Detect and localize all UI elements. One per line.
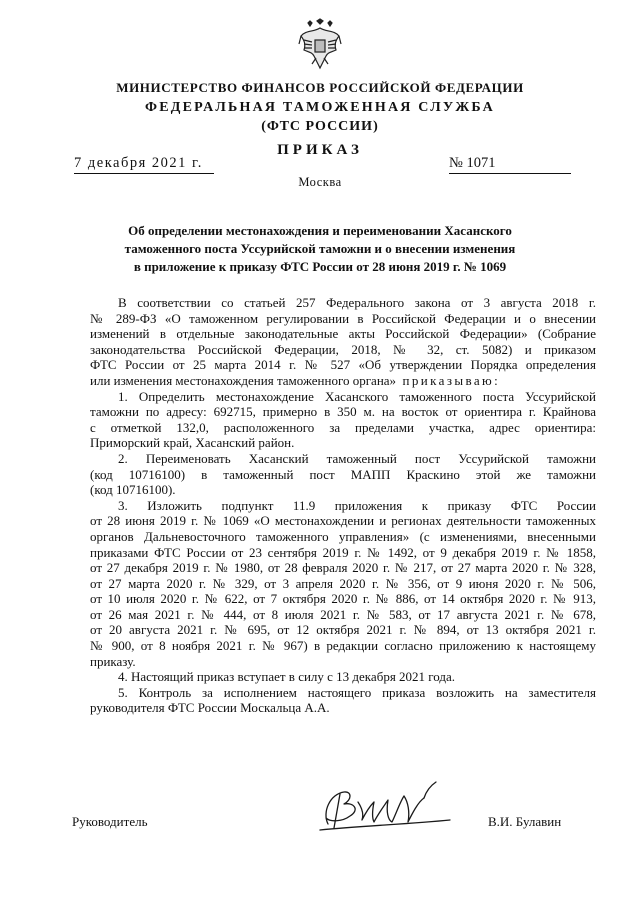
preamble-end: или изменения местонахождения таможенного органа» [90, 372, 397, 388]
signatory-name: В.И. Булавин [488, 814, 562, 829]
title-line: Об определении местонахождения и переименовании Хасанского [128, 223, 512, 238]
body-line: руководителя ФТС России Москальца А.А. [90, 700, 330, 716]
body-line: (код 10716100) в таможенный пост МАПП Краскино этой же таможни [90, 466, 596, 482]
body-line: № 289-ФЗ «О таможенном регулировании в Российской Федерации и о внесении [90, 310, 596, 326]
document-title [60, 222, 580, 276]
body-line: Приморский край, Хасанский район. [90, 435, 295, 451]
body-line: таможни по адресу: 692715, примерно в 350 м. на восток от ориентира г. Крайнова [90, 404, 596, 420]
body-line: 4. Настоящий приказ вступает в силу с 13 декабря 2021 года. [118, 669, 456, 685]
body-line: 3. Изложить подпункт 11.9 приложения к приказу ФТС России [118, 497, 596, 513]
body-line: приказами ФТС России от 23 сентября 2019 г. № 1492, от 9 декабря 2019 г. № 1858, [90, 544, 596, 560]
body-line: от 26 мая 2021 г. № 444, от 8 июля 2021 г. № 583, от 17 августа 2021 г. № 678, [90, 606, 596, 622]
body-line [90, 373, 596, 389]
order-city: Москва [298, 175, 342, 189]
body-line: от 10 июля 2020 г. № 622, от 7 октября 2020 г. № 886, от 14 октября 2020 г. № 913, [90, 591, 596, 607]
service-name: ФЕДЕРАЛЬНАЯ ТАМОЖЕННАЯ СЛУЖБА [145, 100, 495, 115]
body-line: законодательства Российской Федерации, 2018, № 32, ст. 5082) и приказом [90, 341, 596, 357]
document-type: ПРИКАЗ [277, 142, 363, 158]
title-line: в приложение к приказу ФТС России от 28 июня 2019 г. № 1069 [133, 259, 507, 274]
body-line: 1. Определить местонахождение Хасанского таможенного поста Уссурийской [118, 388, 596, 404]
body-line: с отметкой 132,0, расположенного за пределами участка, адрес ориентира: [90, 419, 596, 435]
body-line: (код 10716100). [90, 482, 176, 498]
body-line: приказу. [90, 653, 136, 669]
body-line: № 900, от 8 ноября 2021 г. № 967) в редакции согласно приложению к настоящему [90, 638, 596, 654]
body-line: ФТС России от 25 марта 2014 г. № 527 «Об утверждении Порядка определения [90, 357, 596, 373]
body-line: от 27 декабря 2019 г. № 1980, от 28 февраля 2020 г. № 217, от 27 марта 2020 г. № 328, [90, 560, 596, 576]
signature-icon [300, 772, 470, 842]
title-line: таможенного поста Уссурийской таможни и о внесении изменения [124, 241, 516, 256]
body-line: от 27 марта 2020 г. № 329, от 3 апреля 2020 г. № 356, от 9 июня 2020 г. № 506, [90, 575, 596, 591]
order-date: 7 декабря 2021 г. [74, 155, 214, 174]
order-number: № 1071 [449, 155, 571, 174]
body-line: В соответствии со статьей 257 Федерального закона от 3 августа 2018 г. [118, 295, 596, 310]
coat-of-arms-icon [298, 18, 342, 70]
ministry-name: МИНИСТЕРСТВО ФИНАНСОВ РОССИЙСКОЙ ФЕДЕРАЦИИ [116, 80, 524, 95]
body-line: 2. Переименовать Хасанский таможенный пост Уссурийской таможни [118, 450, 596, 466]
body-line: от 20 августа 2021 г. № 695, от 12 октября 2021 г. № 894, от 13 октября 2021 г. [90, 622, 596, 638]
order-word: приказываю: [402, 372, 501, 388]
service-abbreviation: (ФТС РОССИИ) [261, 119, 379, 134]
document-body [90, 295, 596, 716]
body-line: 5. Контроль за исполнением настоящего приказа возложить на заместителя [118, 684, 596, 700]
body-line: от 28 июня 2019 г. № 1069 «О местонахождении и регионах деятельности таможенных [90, 513, 596, 529]
signatory-position: Руководитель [72, 814, 148, 829]
body-line: изменений в отдельные законодательные акты Российской Федерации» (Собрание [90, 326, 596, 342]
body-line: органов Дальневосточного таможенного управления» (с изменениями, внесенными [90, 528, 596, 544]
